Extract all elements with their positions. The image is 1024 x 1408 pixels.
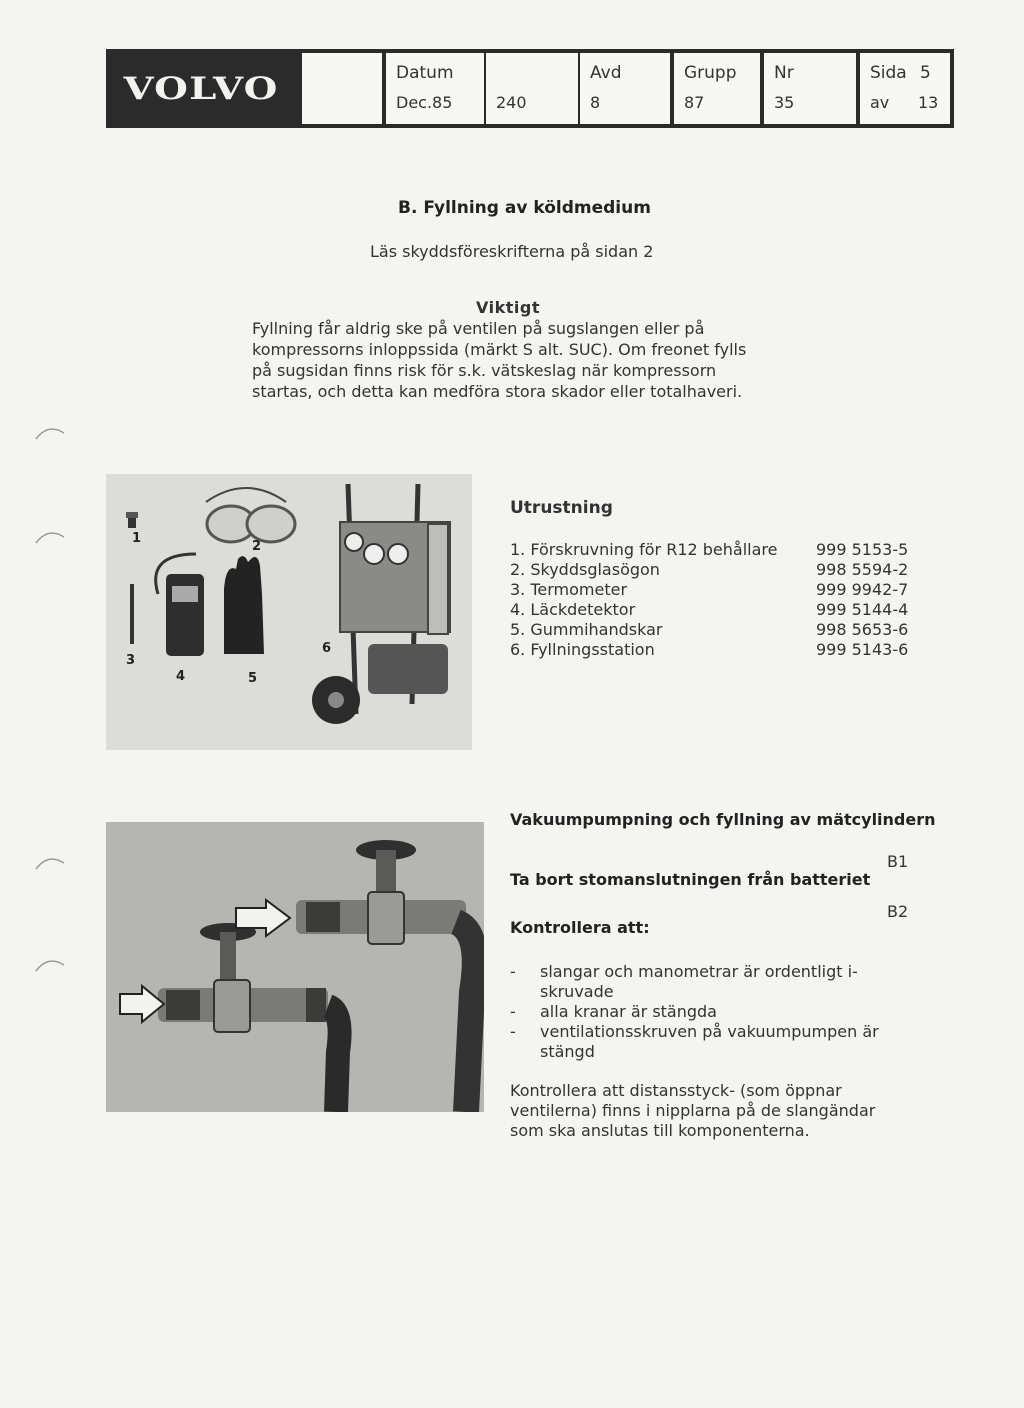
- important-line: startas, och detta kan medföra stora skador eller totalhaveri.: [252, 382, 743, 401]
- punch-mark: [34, 527, 68, 547]
- photo-label: 3: [126, 653, 136, 668]
- equipment-item: 4. Läckdetektor 999 5144-4: [510, 600, 909, 619]
- equipment-list: [510, 540, 925, 660]
- important-line: på sugsidan finns risk för s.k. vätskeslag när kompressorn: [252, 361, 717, 380]
- equipment-photo: [106, 474, 472, 750]
- note-line: Kontrollera att distansstyck- (som öppnar: [510, 1081, 842, 1100]
- equipment-item: 1. Förskruvning för R12 behållare 999 5153-5: [510, 540, 909, 559]
- section-title: B. Fyllning av köldmedium: [398, 198, 651, 218]
- check-list: [510, 962, 920, 1062]
- note-line: ventilerna) finns i nipplarna på de slangändar: [510, 1101, 876, 1120]
- punch-mark: [34, 853, 68, 873]
- read-notice: Läs skyddsföreskrifterna på sidan 2: [370, 242, 654, 261]
- photo-label: 1: [132, 531, 142, 546]
- model-cell: 240: [484, 53, 578, 124]
- equipment-item: 5. Gummihandskar 998 5653-6: [510, 620, 909, 639]
- grupp-cell: Grupp 87: [674, 53, 760, 124]
- photo-label: 2: [252, 539, 262, 554]
- volvo-logo: VOLVO: [123, 70, 279, 107]
- photo-label: 6: [322, 641, 332, 656]
- check-item: - alla kranar är stängda: [510, 1002, 717, 1021]
- punch-mark: [34, 423, 68, 443]
- step-check-heading: Kontrollera att:: [510, 918, 650, 937]
- check-item: - ventilationsskruven på vakuumpumpen är stängd: [510, 1022, 879, 1061]
- punch-mark: [34, 955, 68, 975]
- equipment-item: 6. Fyllningsstation 999 5143-6: [510, 640, 909, 659]
- blank-cell: [302, 53, 382, 124]
- step-remove-ground: Ta bort stomanslutningen från batteriet: [510, 870, 871, 889]
- step-ref-b2: B2: [887, 902, 909, 921]
- vacuum-title: Vakuumpumpning och fyllning av mätcylindern: [510, 810, 936, 829]
- sida-cell: Sida 5 av 13: [860, 53, 950, 124]
- equipment-item: 3. Termometer 999 9942-7: [510, 580, 909, 599]
- important-heading: Viktigt: [476, 298, 540, 317]
- step-ref-b1: B1: [887, 852, 909, 871]
- important-line: kompressorns inloppssida (märkt S alt. SUC). Om freonet fylls: [252, 340, 747, 359]
- important-paragraph: [252, 318, 792, 402]
- spacer-note: [510, 1081, 875, 1141]
- avd-cell: Avd 8: [580, 53, 670, 124]
- document-header: [106, 49, 954, 128]
- datum-cell: Datum Dec.85: [386, 53, 484, 124]
- note-line: som ska anslutas till komponenterna.: [510, 1121, 810, 1140]
- equipment-title: Utrustning: [510, 498, 613, 518]
- valve-photo: [106, 822, 484, 1112]
- check-item: - slangar och manometrar är ordentligt i- skruvade: [510, 962, 858, 1001]
- photo-label: 5: [248, 671, 258, 686]
- equipment-item: 2. Skyddsglasögon 998 5594-2: [510, 560, 909, 579]
- nr-cell: Nr 35: [764, 53, 856, 124]
- photo-label: 4: [176, 669, 186, 684]
- important-line: Fyllning får aldrig ske på ventilen på sugslangen eller på: [252, 319, 705, 338]
